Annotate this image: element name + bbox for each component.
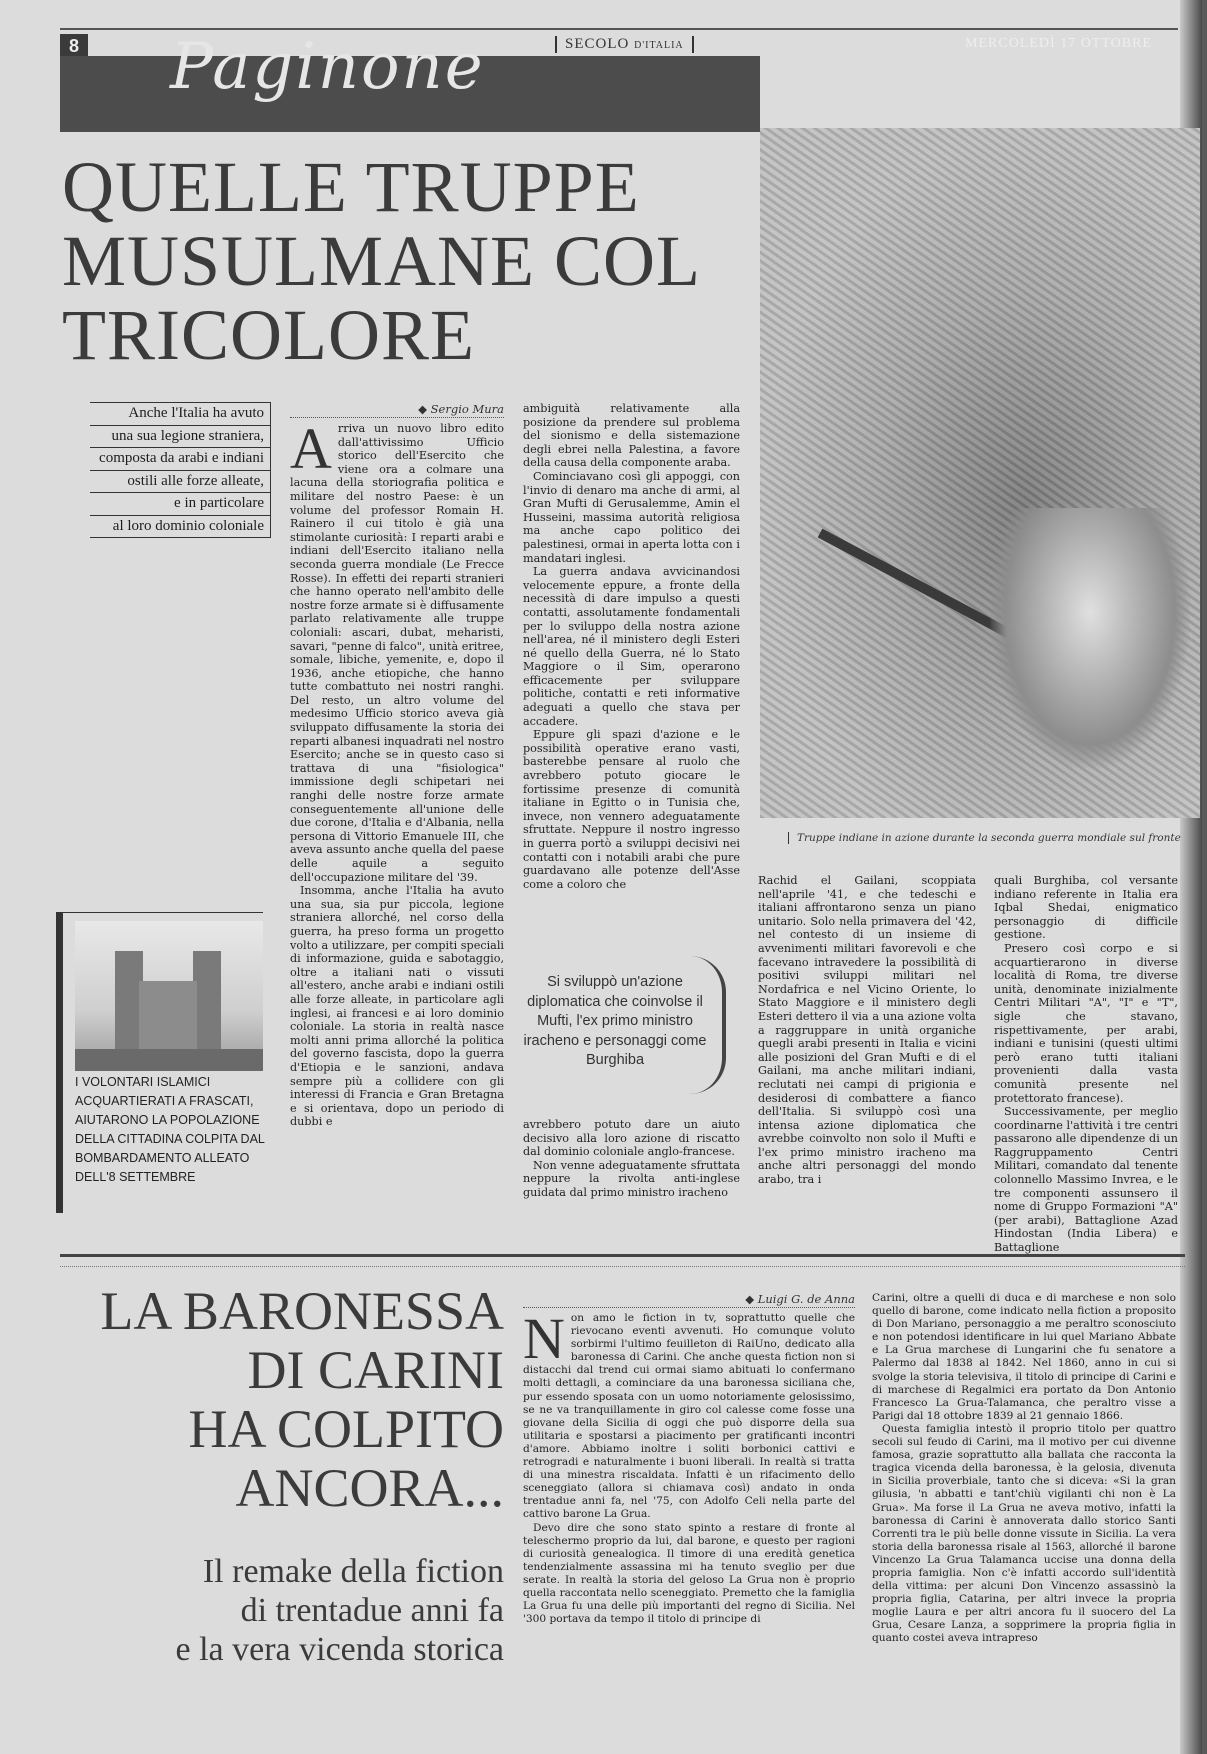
article2-column-2	[872, 1292, 1176, 1752]
subhead-line: Il remake della fiction	[202, 1553, 504, 1590]
church-facade	[139, 981, 197, 1051]
dropcap: A	[290, 416, 332, 481]
subhead-line: e la vera vicenda storica	[175, 1631, 504, 1668]
article2-byline: ◆ Luigi G. de Anna	[523, 1292, 855, 1308]
paragraph: Eppure gli spazi d'azione e le possibilità operative erano vasti, basterebbe pensare al ruolo che avrebbero potuto giocare le fortissime presenze di comunità italiane in Egitto o in Tunisia che, invece, non vennero adeguatamente sfruttate. Neppure il nostro ingresso in guerra portò a sviluppi decisivi nei contatti con i notabili arabi che pure guardavano alle potenze dell'Asse come a coloro che	[523, 728, 740, 891]
paragraph: Questa famiglia intestò il proprio titolo per quattro secoli sul feudo di Carini, ma il motivo per cui divenne famosa, grazie soprattutto alla ballata che racconta la tragica vicenda della baronessa, è la gelosia, divenuta in Sicilia proverbiale, tanto che si diceva: «Si la gran gilusia, 'n abbatti e tant'chiù vigilanti chi non è La Grua». Ma forse il La Grua ne aveva motivo, infatti la baronessa di Carini è annoverata dallo storico Santi Correnti tra le più belle donne vissute in Sicilia. La vera storia della baronessa risale al 1563, allorché il barone Vincenzo La Grua Talamanca uccise una donna della propria famiglia. Non c'è infatti accordo sull'identità della vittima: per alcuni Don Vincenzo assassinò la propria figlia, Catarina, per altri invece la propria moglie Laura e per altri ancora fu il suocero del La Grua, Cesare Lanza, a sopprimere la propria figlia in quanto costei aveva intrapreso	[872, 1422, 1176, 1645]
standfirst-line: composta da arabi e indiani	[90, 448, 270, 471]
paragraph: Devo dire che sono stato spinto a restare di fronte al teleschermo proprio da lui, dal barone, e questo per ragioni di curiosità genealogica. Il timore di una eredità genetica tendenzialmente assassina mi ha tenuto sveglio per due serate. In realtà la storia del geloso La Grua non è proprio quella raccontata nello sceneggiato. Premetto che la famiglia La Grua fu una delle più importanti del regno di Sicilia. Nel '300 portava da tempo il titolo di principe di	[523, 1521, 855, 1626]
church-photo	[75, 921, 263, 1071]
paragraph: La guerra andava avvicinandosi velocemente eppure, a fronte della necessità di dare impulso a questi contatti, assolutamente fondamentali per lo sviluppo della nostra azione nell'area, né il ministero degli Esteri né quello della Guerra, né lo Stato Maggiore o il Sim, operarono efficacemente per sviluppare politiche, contatti e reti informative adeguati a quello che stava per accadere.	[523, 565, 740, 728]
newspaper-name-main: SECOLO	[565, 36, 630, 52]
standfirst-line: una sua legione straniera,	[90, 426, 270, 449]
photo-soldier	[990, 508, 1190, 768]
subhead-line: di trentadue anni fa	[240, 1592, 504, 1629]
article2-headline	[64, 1282, 504, 1518]
issue-date: MERCOLEDÌ 17 OTTOBRE	[965, 36, 1152, 51]
article2-column-1	[523, 1306, 855, 1752]
headline-line: DI CARINI	[247, 1340, 504, 1400]
standfirst-line: ostili alle forze alleate,	[90, 471, 270, 494]
paragraph: Non venne adeguatamente sfruttata neppure la rivolta anti-inglese guidata dal primo ministro iracheno	[523, 1158, 740, 1199]
photo-caption: Truppe indiane in azione durante la seconda guerra mondiale sul fronte	[788, 832, 1207, 844]
article1-column-2	[523, 402, 740, 937]
article1-column-4	[994, 874, 1178, 1255]
article-divider-dotted	[60, 1266, 1185, 1267]
article1-column-3	[758, 874, 976, 1232]
headline-line: LA BARONESSA	[100, 1281, 504, 1341]
church-caption: I VOLONTARI ISLAMICI ACQUARTIERATI A FRASCATI, AIUTARONO LA POPOLAZIONE DELLA CITTADINA COLPITA DAL BOMBARDAMENTO ALLEATO DELL'8 SETTEMBRE	[75, 1075, 265, 1184]
article1-column-2-continued	[523, 1118, 740, 1232]
standfirst-line: Anche l'Italia ha avuto	[90, 403, 270, 426]
headline-line: HA COLPITO	[188, 1399, 504, 1459]
article1-headline: QUELLE TRUPPE MUSULMANE COL TRICOLORE	[62, 147, 699, 375]
page-number: 8	[60, 34, 88, 58]
paragraph: Rachid el Gailani, scoppiata nell'aprile '41, e che tedeschi e italiani affrontarono senza un piano unitario. Solo nella primavera del '42, nel contesto di un insieme di avvenimenti militari favorevoli e che facevano intravedere la possibilità di positivi sviluppi militari nel Nordafrica e nel Vicino Oriente, lo Stato Maggiore e il ministero degli Esteri dettero il via a una azione volta a raggruppare in unità organiche quegli arabi presenti in Italia e vicini alle posizioni del Gran Mufti e di el Gailani, ma anche militari indiani, reclutati nei campi di prigionia e desiderosi di combattere a fianco dell'Italia. Si sviluppò così una intensa azione diplomatica che avrebbe coinvolto non solo il Mufti e l'ex primo ministro iracheno ma anche altri personaggi del mondo arabo, tra i	[758, 874, 976, 1187]
paragraph: avrebbero potuto dare un aiuto decisivo alla loro azione di riscatto dal dominio coloniale anglo-francese.	[523, 1118, 740, 1159]
paragraph: on amo le fiction in tv, soprattutto quelle che rievocano eventi avvenuti. Ho comunque voluto sorbirmi l'ultimo feuilleton di RaiUno, dedicato alla baronessa di Carini. Che anche questa fiction non si distacchi dal trend cui ormai siamo abituati lo confermano molti dettagli, a cominciare da una baronessa siciliana che, pur essendo sposata con un uomo notoriamente gelosissimo, se ne va tranquillamente in giro col calesse come fosse una giovane della Sicilia di oggi che può disporre della sua utilitaria e spostarsi a piacimento per gratificanti incontri d'amore. Abbiamo inoltre i soliti borbonici cattivi e retrogradi e naturalmente i buoni liberali. In realtà si tratta di una minestra riscaldata. Infatti è un rifacimento dello sceneggiato (allora si chiamava così) andato in onda trentadue anni fa, nel '75, con Adolfo Celi nella parte del cattivo barone La Grua.	[523, 1312, 855, 1521]
newspaper-name-suffix: D'ITALIA	[634, 40, 684, 51]
newspaper-name	[555, 36, 694, 53]
headline-line: ANCORA...	[235, 1458, 504, 1518]
article1-column-1	[290, 416, 504, 1232]
paragraph: ambiguità relativamente alla posizione da prendere sul problema del sionismo e della sistemazione degli ebrei nella Palestina, a favore della causa della componente araba.	[523, 402, 740, 470]
church-tower-right	[193, 951, 221, 1051]
byline-author: Sergio Mura	[430, 402, 504, 416]
paragraph: Cominciavano così gli appoggi, con l'invio di denaro ma anche di armi, al Gran Mufti di Gerusalemme, Amin el Husseini, massima autorità religiosa ma anche capo politico dei palestinesi, ormai in aperta lotta con i mandatari inglesi.	[523, 469, 740, 565]
church-street	[75, 1049, 263, 1071]
pullquote: Si sviluppò un'azione diplomatica che coinvolse il Mufti, l'ex primo ministro iracheno e personaggi come Burghiba	[523, 974, 707, 1068]
byline-author: Luigi G. de Anna	[757, 1292, 855, 1306]
standfirst-line: e in particolare	[90, 493, 270, 516]
paragraph: Insomma, anche l'Italia ha avuto una sua, sia pur piccola, legione straniera allorché, nel corso della guerra, ha preso forma un progetto volto a utilizzare, per compiti speciali di informazione, guida e sabotaggio, oltre a italiani nati o vissuti all'estero, anche arabi e indiani ostili alle forze alleate, in particolare agli inglesi, ai francesi e ai loro dominio coloniale. La storia in realtà nasce molti anni prima allorché la politica del governo fascista, dopo la guerra d'Etiopia e le sanzioni, andava sempre più a collidere con gli interessi di Francia e Gran Bretagna e si orientava, dopo un periodo di dubbi e	[290, 884, 504, 1129]
paragraph: Presero così corpo e si acquartierarono in diverse località di Roma, tre diverse unità, denominate inizialmente Centri Militari "A", "I" e "T", sigle che stavano, rispettivamente, per arabi, indiani e tunisini (questi ultimi però erano tutti italiani provenienti dalla vasta comunità presente nel protettorato francese).	[994, 941, 1178, 1105]
paragraph: quali Burghiba, col versante indiano referente in Italia era Iqbal Shedai, enigmatico personaggio di difficile gestione.	[994, 874, 1178, 942]
article1-standfirst	[90, 402, 271, 538]
dropcap: N	[523, 1306, 565, 1371]
article1-byline: ◆ Sergio Mura	[290, 402, 504, 418]
church-photo-box	[56, 912, 263, 1213]
paragraph: Successivamente, per meglio coordinarne l'attività i tre centri passarono alle dipendenze di un Raggruppamento Centri Militari, comandato dal tenente colonnello Massimo Invrea, e le tre componenti assunsero il nome di Gruppo Formazioni "A" (per arabi), Battaglione Azad Hindostan (India Libera) e Battaglione	[994, 1105, 1178, 1255]
paragraph: rriva un nuovo libro edito dall'attivissimo Ufficio storico dell'Esercito che viene ora a colmare una lacuna della storiografia politica e militare del nostro Paese: è un volume del professor Romain H. Rainero il cui titolo è già una stimolante curiosità: I reparti arabi e indiani dell'Esercito italiano nella seconda guerra mondiale (Le Frecce Rosse). In effetti dei reparti stranieri che hanno operato nell'ambito delle nostre forze armate si è diffusamente parlato relativamente alle truppe coloniali: ascari, dubat, meharisti, savari, "penne di falco", unità eritree, somale, libiche, yemenite, e, dopo il 1936, anche etiopiche, che hanno tutte combattuto nei nostri ranghi. Del resto, un altro volume del medesimo Ufficio storico aveva già sviluppato diffusamente la storia dei reparti albanesi inquadrati nel nostro Esercito; anche se in questo caso si trattava di una "fisiologica" immissione degli schipetari nei ranghi delle nostre forze armate conseguentemente all'unione delle due corone, d'Italia e d'Albania, nella persona di Vittorio Emanuele III, che aveva assunto anche quella del paese delle aquile a seguito dell'occupazione militare del '39.	[290, 422, 504, 884]
paragraph: Carini, oltre a quelli di duca e di marchese e non solo quello di barone, come indicato nella fiction a proposito di Don Mariano, personaggio a me peraltro sconosciuto e non potendosi identificare in lui quel Mariano Abbate e La Grua marchese di Lungarini che fu senatore a Palermo dal 1838 al 1842. Nel 1860, anno in cui si svolge la storia televisiva, il titolo di principe di Carini e di marchese di Regalmici era portato da Don Antonio Francesco La Grua-Talamanca, che peraltro visse a Parigi dal 18 ottobre 1839 al 21 gennaio 1866.	[872, 1292, 1176, 1422]
article-divider	[60, 1254, 1185, 1257]
article2-subheadline	[64, 1552, 504, 1669]
standfirst-line: al loro dominio coloniale	[112, 517, 264, 534]
section-title: Paginone	[170, 30, 485, 104]
article1-photo	[760, 128, 1200, 818]
